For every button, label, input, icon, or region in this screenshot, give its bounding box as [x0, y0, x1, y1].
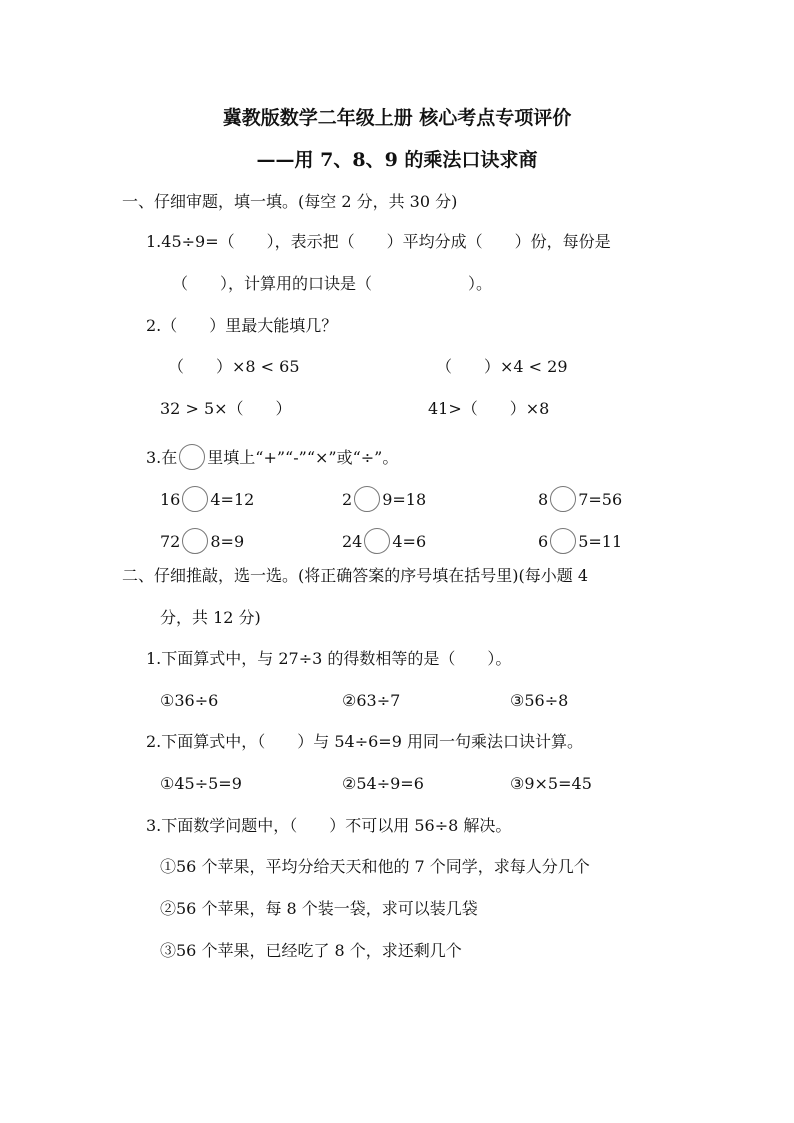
s1-q3-item [342, 528, 426, 554]
s1-q3-item [342, 486, 426, 512]
s1-q3-label [146, 444, 398, 470]
s2-q2-option: ①45÷5=9 [160, 774, 242, 793]
expr-left: 8 [538, 490, 549, 509]
s2-q3-option: ①56 个苹果，平均分给天天和他的 7 个同学，求每人分几个 [160, 857, 590, 876]
section2-heading-line2: 分，共 12 分) [160, 608, 261, 627]
s2-q2-option: ②54÷9=6 [342, 774, 424, 793]
expr-left: 72 [160, 532, 181, 551]
s1-q3-label-before: 3.在 [146, 448, 178, 467]
page-title: 冀教版数学二年级上册 核心考点专项评价 [222, 107, 572, 129]
s2-q3-option: ②56 个苹果，每 8 个装一袋，求可以装几袋 [160, 899, 478, 918]
s1-q2-d: 41>（ ）×8 [428, 399, 550, 418]
s1-q2-b: （ ）×4 < 29 [436, 357, 568, 376]
page-subtitle: ——用 7、8、9 的乘法口诀求商 [256, 149, 538, 171]
s2-q2-text: 2.下面算式中，（ ）与 54÷6=9 用同一句乘法口诀计算。 [146, 732, 583, 751]
s1-q2-label: 2.（ ）里最大能填几？ [146, 316, 338, 335]
expr-right: 4=12 [210, 490, 255, 509]
operator-circle[interactable] [182, 528, 208, 554]
s2-q3-text: 3.下面数学问题中，（ ）不可以用 56÷8 解决。 [146, 816, 512, 835]
s1-q3-item [160, 528, 244, 554]
operator-circle[interactable] [182, 486, 208, 512]
s2-q1-text: 1.下面算式中，与 27÷3 的得数相等的是（ ）。 [146, 649, 512, 668]
operator-circle[interactable] [354, 486, 380, 512]
expr-right: 8=9 [210, 532, 245, 551]
expr-right: 9=18 [382, 490, 427, 509]
expr-right: 7=56 [578, 490, 623, 509]
s1-q3-item [160, 486, 254, 512]
expr-right: 4=6 [392, 532, 427, 551]
s1-q3-label-after: 里填上“+”“-”“×”或“÷”。 [207, 448, 399, 467]
s1-q3-item [538, 528, 622, 554]
s2-q2-option: ③9×5=45 [510, 774, 592, 793]
s2-q1-option: ①36÷6 [160, 691, 219, 710]
s2-q1-option: ②63÷7 [342, 691, 401, 710]
section2-heading-line1: 二、仔细推敲，选一选。(将正确答案的序号填在括号里)(每小题 4 [122, 566, 588, 585]
s1-q3-item [538, 486, 622, 512]
operator-circle[interactable] [550, 528, 576, 554]
expr-left: 24 [342, 532, 363, 551]
s2-q3-option: ③56 个苹果，已经吃了 8 个，求还剩几个 [160, 941, 462, 960]
s2-q1-option: ③56÷8 [510, 691, 569, 710]
section1-heading: 一、仔细审题，填一填。(每空 2 分，共 30 分) [122, 192, 458, 211]
operator-circle[interactable] [364, 528, 390, 554]
expr-left: 6 [538, 532, 549, 551]
operator-circle[interactable] [550, 486, 576, 512]
expr-right: 5=11 [578, 532, 623, 551]
s1-q1-line2: （ ），计算用的口诀是（ ）。 [172, 274, 493, 293]
s1-q2-c: 32 > 5×（ ） [160, 399, 292, 418]
expr-left: 2 [342, 490, 353, 509]
expr-left: 16 [160, 490, 181, 509]
s1-q1-line1: 1.45÷9=（ ），表示把（ ）平均分成（ ）份，每份是 [146, 232, 611, 251]
s1-q2-a: （ ）×8 < 65 [168, 357, 300, 376]
blank-circle[interactable] [179, 444, 205, 470]
